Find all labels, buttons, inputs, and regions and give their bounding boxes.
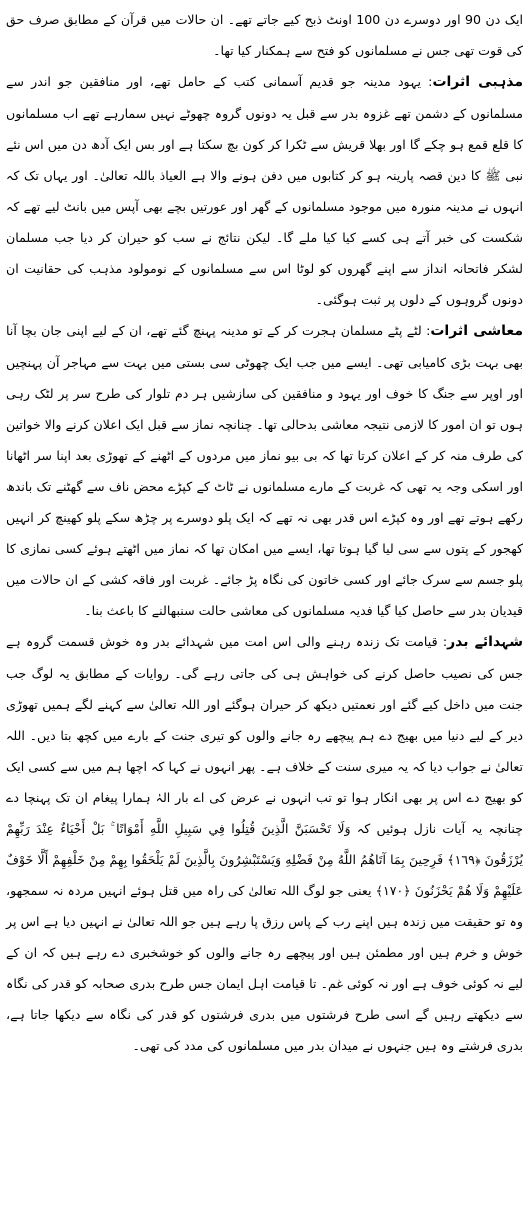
economic-effects-paragraph (6, 315, 523, 626)
paragraph-text: : لٹے پٹے مسلمان ہجرت کر کے تو مدینہ پہنچ گئے تھے، ان کے لیے اپنی جان بچا آنا بھی بہت بڑی کامیابی تھی۔ ایسے میں جب ایک چھوٹی سی بستی میں بہت سے مہاجر آن پہنچیں اور اوپر سے جنگ کا خوف اور یہود و منافقین کی سازشیں ہر دم تلوار کی طرح سر پر لٹک رہی ہوں تو ان امور کا لازمی نتیجہ معاشی بدحالی تھا۔ چنانچہ نماز سے قبل ایک اعلان کرنے والا خواتین کی طرف منہ کر کے اعلان کرتا تھا کہ بی بیو نماز میں مردوں کے اٹھنے کے تھوڑی بعد اپنا سر اٹھانا اور اسکی وجہ یہ تھی کہ غربت کے مارے مسلمانوں نے ٹاٹ کے کپڑے محض ناف سے گھٹنے تک باندھ رکھے ہوتے تھے اور وہ کپڑے اس قدر بھی نہ تھے کہ ایک پلو دوسرے پر چڑھ سکے پلو کھینچ کر انہیں کھجور کے پتوں سے سی لیا گیا ہوتا تھا، ایسے میں امکان تھا کہ نماز میں اٹھتے ہوئے کسی نمازی کا پلو جسم سے سرک جائے اور کسی خاتون کی نگاہ پڑ جائے۔ غربت اور فاقہ کشی کے ان حالات میں قیدیان بدر سے حاصل کیا گیا فدیہ مسلمانوں کی معاشی حالت سنبھالنے کا باعث بنا۔ (6, 323, 523, 618)
section-heading-martyrs: شہدائے بدر (447, 634, 523, 650)
paragraph-text: ایک دن 90 اور دوسرے دن 100 اونٹ ذبح کیے جاتے تھے۔ ان حالات میں قرآن کے مطابق صرف حق کی قوت تھی جس نے مسلمانوں کو فتح سے ہمکنار کیا تھا۔ (6, 12, 524, 58)
quran-verse: وَلَا تَحْسَبَنَّ الَّذِينَ قُتِلُوا فِي سَبِيلِ اللَّهِ أَمْوَاتًا ۚ بَلْ أَحْيَاءٌ عِنْدَ رَبِّهِمْ يُرْزَقُونَ ﴿١٦٩﴾ فَرِحِينَ بِمَا آتَاهُمُ اللَّهُ مِنْ فَضْلِهِ وَيَسْتَبْشِرُونَ بِالَّذِينَ لَمْ يَلْحَقُوا بِهِمْ مِنْ خَلْفِهِمْ أَلَّا خَوْفٌ عَلَيْهِمْ وَلَا هُمْ يَحْزَنُونَ ﴿١٧٠﴾ (6, 821, 523, 898)
section-heading-religious: مذہبی اثرات (432, 74, 524, 90)
martyrs-of-badr-paragraph (6, 626, 523, 1061)
paragraph-text: : قیامت تک زندہ رہنے والی اس امت میں شہدائے بدر وہ خوش قسمت گروہ ہے جس کی نصیب حاصل کرنے کی خواہش ہی کی جاتی رہے گی۔ روایات کے مطابق یہ لوگ جب جنت میں داخل کیے گئے اور نعمتیں دیکھ کر حیران ہوگئے اور اللہ تعالیٰ سے کہنے لگے ہمیں تھوڑی دیر کے لیے دنیا میں بھیج دے ہم پیچھے رہ جانے والوں کو تیری جنت کے بارے میں کچھ بتا دیں۔ اللہ تعالیٰ نے جواب دیا کہ یہ میری سنت کے خلاف ہے۔ پھر انہوں نے کہا کہ اچھا ہم میں سے کسی ایک کو بھیج دے اس پر بھی انکار ہوا تو تب انہوں نے عرض کی اے بار الہٰ ہمارا پیغام ان تک پہنچا دے چنانچہ یہ آیات نازل ہوئیں کہ (6, 634, 523, 836)
intro-paragraph (6, 4, 523, 66)
paragraph-text: : یہود مدینہ جو قدیم آسمانی کتب کے حامل تھے، اور منافقین جو اندر سے مسلمانوں کے دشمن تھے غزوہ بدر سے قبل یہ دونوں گروہ چھوٹے نہیں سمارہے تھے اب مسلمانوں کا قلع قمع ہو چکے گا اور بھلا قریش سے ٹکرا کر کون بچ سکتا ہے اور بس ایک آدھ دن میں اس نئے نبی ﷺ کا دین قصہ پارینہ ہو کر کتابوں میں دفن ہونے والا ہے العیاذ باللہ تعالیٰ۔ اور یہاں تک کہ انہوں نے مدینہ منورہ میں موجود مسلمانوں کے گھر اور عورتیں بچے بھی آپس میں بانٹ لیے تھے کہ شکست کی خبر آتے ہی کسے کیا کیا ملے گا۔ لیکن نتائج نے سب کو حیران کر دیا جب مسلمان لشکر فاتحانہ انداز سے اپنے گھروں کو لوٹا اس سے مسلمانوں کے نومولود مذہب کی حقانیت ان دونوں گروہوں کے دلوں پر ثبت ہوگئی۔ (6, 74, 523, 307)
section-heading-economic: معاشی اثرات (430, 323, 524, 339)
religious-effects-paragraph (6, 66, 523, 315)
paragraph-text-continued: یعنی جو لوگ اللہ تعالیٰ کی راہ میں قتل ہوئے انہیں مردہ نہ سمجھو، وہ تو حقیقت میں زندہ ہیں اپنے رب کے پاس رزق پا رہے ہیں جو اللہ تعالیٰ نے انہیں دیا ہے اس پر خوش و خرم ہیں اور مطمئن ہیں اور پیچھے رہ جانے والوں کو خوشخبری دے رہے ہیں کہ ان کے لیے نہ کوئی خوف ہے اور نہ کوئی غم۔ تا قیامت اہل ایمان جس طرح بدری صحابہ کو قدر کی نگاہ سے دیکھتے رہیں گے اسی طرح فرشتوں میں بدری فرشتوں کو قدر کی نگاہ سے دیکھا جاتا ہے، بدری فرشتے وہ ہیں جنہوں نے میدان بدر میں مسلمانوں کی مدد کی تھی۔ (6, 883, 523, 1053)
